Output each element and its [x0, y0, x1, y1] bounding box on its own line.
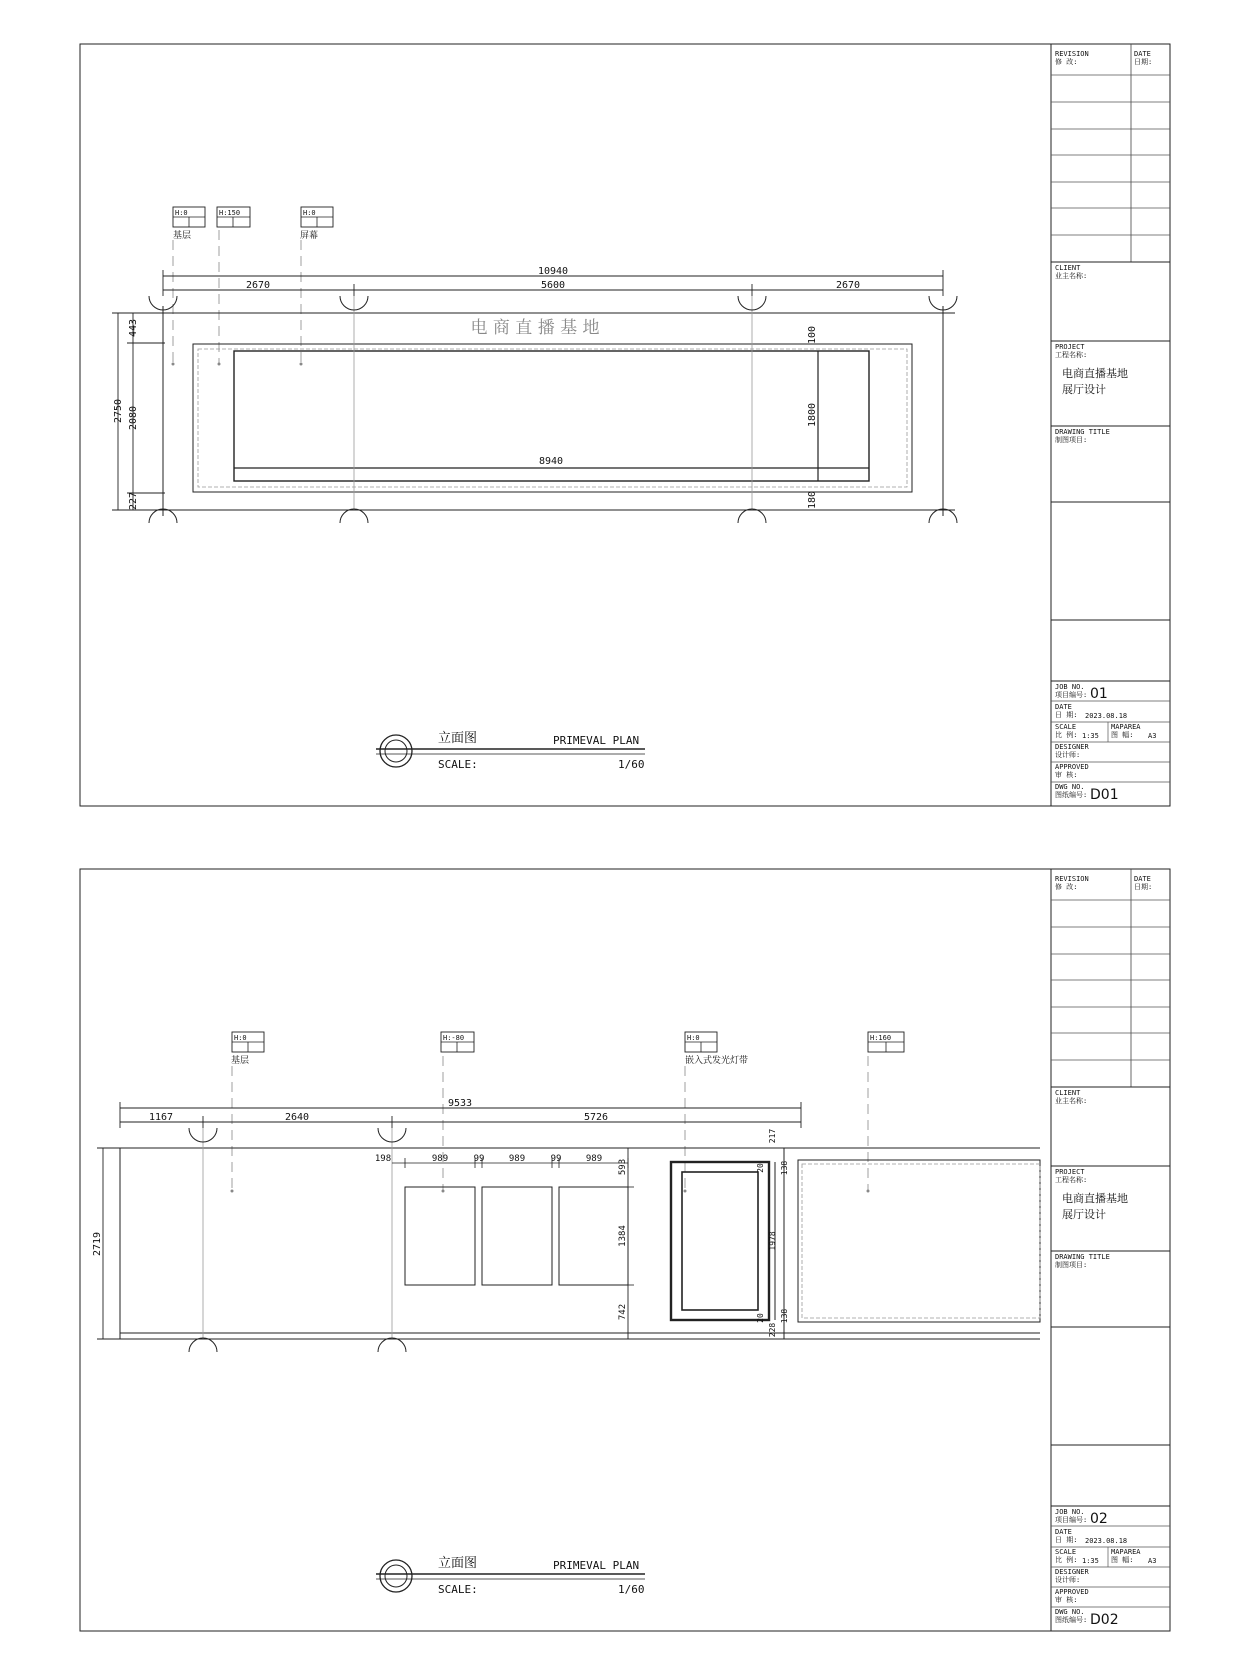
wall-title: 电 商 直 播 基 地 [470, 318, 600, 338]
dim-door: 138 [780, 1160, 789, 1176]
designer-label: DESIGNER 设计师: [1055, 743, 1089, 759]
dim-segment: 2670 [245, 280, 271, 291]
maparea-label: MAPAREA 图 幅: [1111, 1548, 1141, 1564]
date-label: DATE 日期: [1134, 875, 1153, 891]
project-label: PROJECT 工程名称: [1055, 1168, 1088, 1184]
dim-total: 9533 [447, 1098, 473, 1109]
job-label: JOB NO.项目编号: [1055, 1508, 1088, 1524]
caption-scale-label: SCALE: [438, 1583, 478, 1596]
light-box [798, 1160, 1040, 1322]
tag-label: 基层 [231, 1056, 250, 1066]
drawing-caption [376, 1556, 645, 1596]
scale-row-label: SCALE 比 例: [1055, 723, 1078, 739]
client-label: CLIENT 业主名称: [1055, 264, 1088, 280]
dim-right: 100 [807, 325, 818, 345]
maparea-value: A3 [1148, 732, 1157, 740]
tag-code: H:0 [175, 209, 188, 217]
dim-segment: 443 [128, 318, 139, 338]
revision-label: REVISION 修 改: [1055, 875, 1089, 891]
dim-panel-height: 742 [618, 1303, 628, 1321]
caption-plan: PRIMEVAL PLAN [553, 734, 640, 747]
approval-label: APPROVED 审 核: [1055, 1588, 1089, 1604]
dim-panel-height: 593 [618, 1158, 628, 1176]
door-frame [671, 1162, 769, 1320]
tag-code: H:0 [303, 209, 316, 217]
date-value: 2023.08.18 [1085, 712, 1128, 720]
dim-panel-height: 1384 [618, 1225, 628, 1247]
tag-label: 基层 [173, 231, 192, 241]
door-leaf [682, 1172, 758, 1310]
approval-label: APPROVED 审 核: [1055, 763, 1089, 779]
project-name-line-1: 电商直播基地 [1062, 367, 1128, 380]
date-row-label: DATE 日 期: [1055, 1528, 1078, 1544]
sheet-2 [80, 869, 1170, 1631]
caption-plan: PRIMEVAL PLAN [553, 1559, 640, 1572]
display-panel [482, 1187, 552, 1285]
dwg-number: D02 [1090, 1612, 1119, 1628]
light-box-dashed [802, 1164, 1040, 1318]
date-row-label: DATE 日 期: [1055, 703, 1078, 719]
dim-segment: 2670 [835, 280, 861, 291]
dim-total: 2750 [113, 398, 124, 424]
caption-scale-value: 1/60 [618, 758, 645, 771]
dim-segment: 1167 [148, 1112, 174, 1123]
revision-label: REVISION 修 改: [1055, 50, 1089, 66]
dwg-label: DWG NO.图纸编号: [1055, 783, 1088, 799]
caption-title: 立面图 [438, 731, 478, 746]
date-label: DATE 日期: [1134, 50, 1153, 66]
dimension-top [163, 266, 943, 296]
tag-screen [300, 207, 334, 366]
dwg-number: D01 [1090, 787, 1119, 803]
dim-door: 228 [768, 1322, 777, 1338]
dimension-left [92, 1148, 122, 1339]
tag-label: 屏幕 [300, 231, 319, 241]
sheet-1 [80, 44, 1170, 806]
dim-door: 138 [780, 1308, 789, 1324]
tag-h-80 [441, 1032, 474, 1193]
designer-label: DESIGNER 设计师: [1055, 1568, 1089, 1584]
dim-total: 10940 [537, 266, 569, 277]
caption-title: 立面图 [438, 1556, 478, 1571]
scale-row-value: 1:35 [1082, 1557, 1099, 1565]
screen-outer-frame [193, 344, 912, 492]
screen-width-dim: 8940 [538, 456, 564, 467]
job-number: 01 [1090, 686, 1108, 702]
caption-scale-label: SCALE: [438, 758, 478, 771]
maparea-value: A3 [1148, 1557, 1157, 1565]
project-name-line-2: 展厅设计 [1062, 383, 1106, 396]
dim-segment: 5600 [540, 280, 566, 291]
job-number: 02 [1090, 1511, 1108, 1527]
dim-panel: 99 [473, 1154, 485, 1164]
dim-segment: 2640 [284, 1112, 310, 1123]
dim-segment: 5726 [583, 1112, 609, 1123]
caption-scale-value: 1/60 [618, 1583, 645, 1596]
dim-door: 217 [768, 1128, 777, 1144]
dim-panel: 989 [508, 1154, 526, 1164]
project-name-line-1: 电商直播基地 [1062, 1192, 1128, 1205]
scale-row-label: SCALE 比 例: [1055, 1548, 1078, 1564]
dim-panel: 989 [585, 1154, 603, 1164]
dim-right: 1800 [807, 402, 818, 428]
tag-h160 [867, 1032, 905, 1193]
project-name-line-2: 展厅设计 [1062, 1208, 1106, 1221]
tag-code: H:0 [687, 1034, 700, 1042]
dim-door: 20 [756, 1313, 765, 1323]
dim-panel: 989 [431, 1154, 449, 1164]
project-label: PROJECT 工程名称: [1055, 343, 1088, 359]
title-block [1051, 44, 1170, 806]
dim-segment: 2080 [128, 405, 139, 431]
tag-baseline [231, 1032, 265, 1193]
maparea-label: MAPAREA 图 幅: [1111, 723, 1141, 739]
tag-code: H:-80 [443, 1034, 465, 1042]
date-value: 2023.08.18 [1085, 1537, 1128, 1545]
job-label: JOB NO.项目编号: [1055, 683, 1088, 699]
tag-led-strip [684, 1032, 749, 1193]
drawing-caption [376, 731, 645, 771]
dimension-left [112, 313, 165, 510]
drawing-title-label: DRAWING TITLE 制图项目: [1055, 428, 1110, 444]
dim-door: 1978 [768, 1231, 777, 1251]
tag-code: H:160 [870, 1034, 892, 1042]
sheet-frame [80, 44, 1170, 806]
dim-total: 2719 [92, 1231, 103, 1257]
tag-baseline [172, 207, 206, 366]
client-label: CLIENT 业主名称: [1055, 1089, 1088, 1105]
dim-panel: 99 [550, 1154, 562, 1164]
tag-code: H:150 [219, 209, 241, 217]
sheet-frame [80, 869, 1170, 1631]
drawing-title-label: DRAWING TITLE 制图项目: [1055, 1253, 1110, 1269]
scale-row-value: 1:35 [1082, 732, 1099, 740]
wall-elevation [149, 296, 957, 523]
dim-segment: 227 [128, 491, 139, 511]
wall-elevation [120, 1128, 1040, 1352]
dim-door: 20 [756, 1163, 765, 1173]
tag-label: 嵌入式发光灯带 [685, 1056, 749, 1066]
title-block [1051, 869, 1170, 1631]
dimension-top [120, 1098, 801, 1128]
tag-code: H:0 [234, 1034, 247, 1042]
dim-panel: 198 [374, 1154, 392, 1164]
display-panel [405, 1187, 475, 1285]
dwg-label: DWG NO.图纸编号: [1055, 1608, 1088, 1624]
dim-right: 180 [807, 490, 818, 510]
